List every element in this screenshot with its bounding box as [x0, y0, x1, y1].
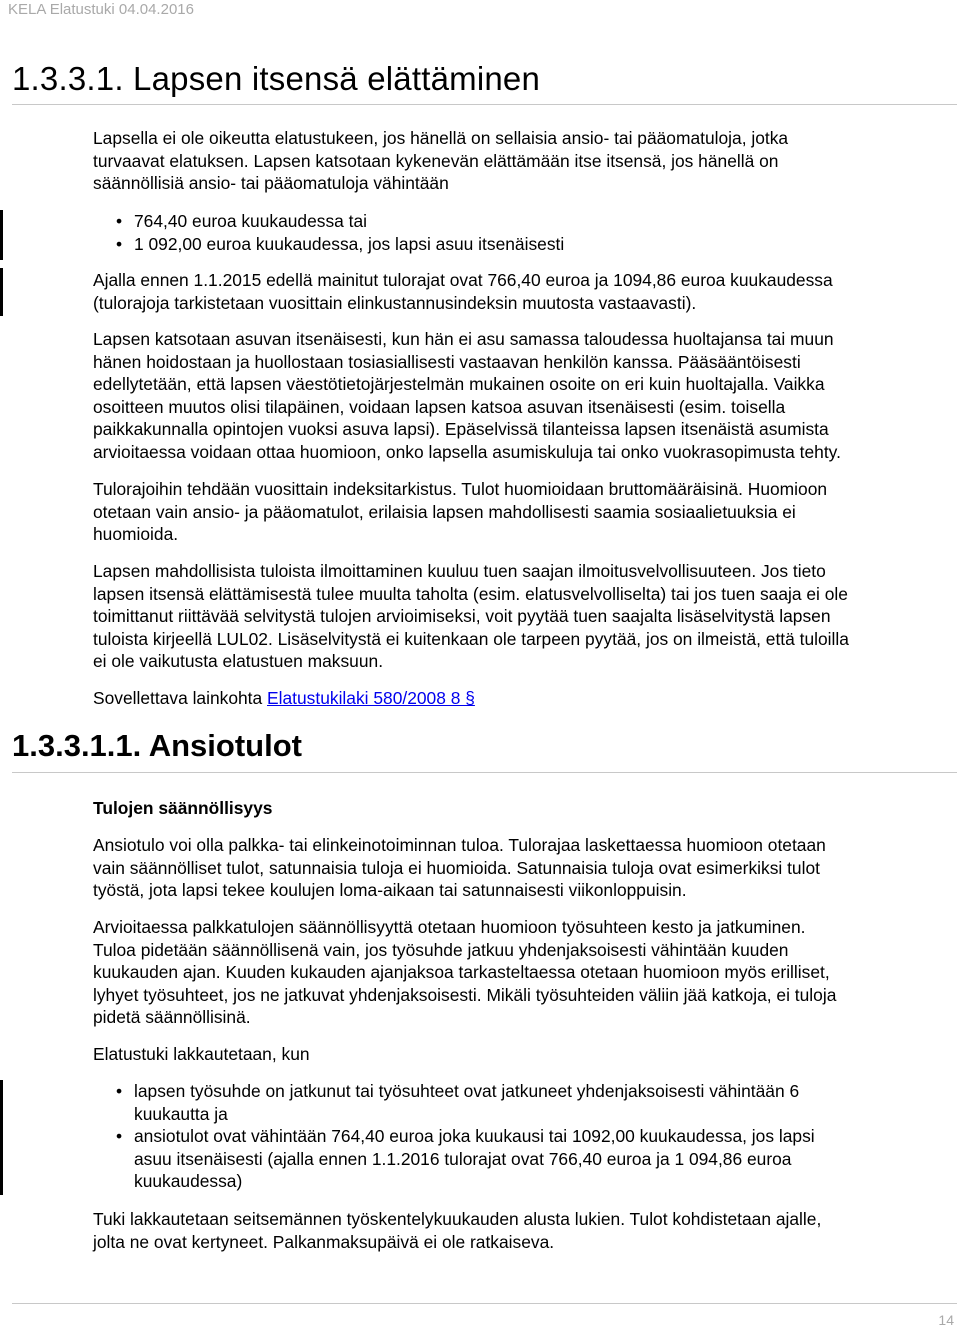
text-line: kuukaudessa) [134, 1171, 243, 1192]
text-line: pidetä säännöllisinä. [93, 1007, 251, 1028]
page-header: KELA Elatustuki 04.04.2016 [8, 1, 194, 18]
independent-living-paragraph [93, 328, 938, 464]
text-line: (tulorajoja tarkistetaan vuosittain elinkustannusindeksin muutosta vastaavasti). [93, 292, 697, 313]
change-bar [0, 1080, 3, 1195]
index-check-paragraph [93, 478, 938, 546]
text-line: arvioitaessa voidaan ottaa huomioon, onko lapsella asumiskuluja tai onko vuokrasopimusta tehty. [93, 441, 841, 462]
text-line: Tulorajoihin tehdään vuosittain indeksitarkistus. Tulot huomioidaan bruttomääräisinä. Huomioon [93, 479, 828, 499]
previous-limits-paragraph [93, 269, 938, 314]
text-line: lapsen itsensä elättämisestä tulee muulta taholta (esim. elatusvelvolliselta) tai jos tuen saaja ei ole [93, 583, 848, 604]
termination-list [134, 1080, 934, 1193]
change-bar [0, 210, 3, 260]
text-line: lyhyet työsuhteet, jos ne jatkuvat yhdenjaksoisesti. Mikäli työsuhteiden väliin jää katkoja, ei tuloja [93, 984, 837, 1005]
reporting-paragraph [93, 560, 938, 673]
final-paragraph [93, 1208, 938, 1253]
text-line: • ansiotulot ovat vähintään 764,40 euroa joka kuukausi tai 1092,00 kuukaudessa, jos lapsi [134, 1126, 815, 1147]
law-reference [93, 687, 938, 710]
text-line: vain säännölliset tulot, satunnaisia tuloja ei huomioida. Satunnaisia tuloja ovat esimerkiksi tulot [93, 857, 820, 878]
list-item [134, 1125, 934, 1193]
list-item [134, 1080, 934, 1125]
section-heading: 1.3.3.1. Lapsen itsensä elättäminen [12, 60, 541, 97]
text-line: asuu itsenäisesti (ajalla ennen 1.1.2016 tulorajat ovat 766,40 euroa ja 1 094,86 euroa [134, 1148, 792, 1169]
text-line: toimittanut riittävää selvitystä tulojen arvioimiseksi, voit pyytää tuen saajalta lisäselvitystä lapsen [93, 606, 831, 627]
list-item: • 764,40 euroa kuukaudessa tai [134, 210, 564, 233]
income-limit-list [134, 210, 564, 255]
termination-intro: Elatustuki lakkautetaan, kun [93, 1044, 310, 1064]
text-line: Ajalla ennen 1.1.2015 edellä mainitut tulorajat ovat 766,40 euroa ja 1094,86 euroa kuukaudessa [93, 270, 833, 290]
law-link[interactable]: Elatustukilaki 580/2008 8 § [267, 688, 475, 708]
text-line: Lapsella ei ole oikeutta elatustukeen, jos hänellä on sellaisia ansio- tai pääomatuloja, jotka [93, 128, 789, 148]
text-line: Lapsen katsotaan asuvan itsenäisesti, kun hän ei asu samassa taloudessa huoltajansa tai muun [93, 329, 834, 349]
footer-rule [12, 1303, 957, 1304]
text-line: Lapsen mahdollisista tuloista ilmoittaminen kuuluu tuen saajan ilmoitusvelvollisuuteen. Jos tieto [93, 561, 826, 581]
subheading-rule [12, 772, 957, 773]
text-line: kuukauden ajan. Kuuden kukauden ajanjaksoa tarkasteltaessa otetaan huomioon myös erilliset, [93, 962, 830, 983]
text-line: paikkakunnalla opintojen vuoksi asuva lapsi). Epäselvissä tilanteissa lapsen itsenäistä asumista [93, 419, 829, 440]
text-line: Arvioitaessa palkkatulojen säännöllisyyttä otetaan huomioon työsuhteen kesto ja jatkuminen. [93, 917, 806, 937]
earned-income-paragraph [93, 834, 938, 902]
text-line: Tuloa pidetään säännöllisenä vain, jos työsuhde jatkuu yhdenjaksoisesti vähintään kuuden [93, 939, 789, 960]
subsection-heading: 1.3.3.1.1. Ansiotulot [12, 728, 302, 763]
text-line: hänen hoidostaan ja huollostaan tosiasiallisesti vastaavan henkilön kanssa. Pääsääntöisesti [93, 351, 801, 372]
heading-rule [12, 104, 957, 105]
text-line: otetaan vain ansio- ja pääomatulot, erilaisia lapsen mahdollisesti saamia sosiaalietuuksia ei [93, 501, 796, 522]
change-bar [0, 268, 3, 316]
text-line: tuloista kirjeellä LUL02. Lisäselvitystä ei kuitenkaan ole tarpeen pyytää, jos on ilmeistä, että tuloilla [93, 628, 849, 649]
text-line: jolta ne ovat kertyneet. Palkanmaksupäivä ei ole ratkaiseva. [93, 1231, 555, 1252]
text-line: työstä, jota lapsi tekee koulujen loma-aikaan tai satunnaisesti viikonloppuisin. [93, 880, 687, 901]
text-line: ei ole vaikutusta elatustuen maksuun. [93, 651, 384, 672]
text-line: edellytetään, että lapsen väestötietojärjestelmän mukainen osoite on eri kuin huoltajalla. Vaikka [93, 374, 825, 395]
text-line: turvaavat elatuksen. Lapsen katsotaan kykenevän elättämään itse itsensä, jos hänellä on [93, 150, 779, 171]
text-line: • lapsen työsuhde on jatkunut tai työsuhteet ovat jatkuneet yhdenjaksoisesti vähintään 6 [134, 1081, 800, 1101]
law-reference-prefix: Sovellettava lainkohta [93, 688, 268, 708]
intro-paragraph [93, 127, 938, 195]
text-line: Ansiotulo voi olla palkka- tai elinkeinotoiminnan tuloa. Tulorajaa laskettaessa huomioon otetaan [93, 835, 826, 855]
text-line: huomioida. [93, 524, 179, 545]
text-line: säännöllisiä ansio- tai pääomatuloja vähintään [93, 173, 449, 194]
text-line: kuukautta ja [134, 1103, 228, 1124]
regularity-subheading: Tulojen säännöllisyys [93, 798, 273, 818]
list-item: • 1 092,00 euroa kuukaudessa, jos lapsi asuu itsenäisesti [134, 233, 564, 256]
text-line: Tuki lakkautetaan seitsemännen työskentelykuukauden alusta lukien. Tulot kohdistetaan ajalle, [93, 1209, 822, 1229]
regularity-paragraph [93, 916, 938, 1029]
page-number: 14 [938, 1312, 954, 1328]
text-line: osoitteen muutos olisi tilapäinen, voidaan lapsen katsoa asuvan itsenäisesti (esim. toisella [93, 396, 786, 417]
